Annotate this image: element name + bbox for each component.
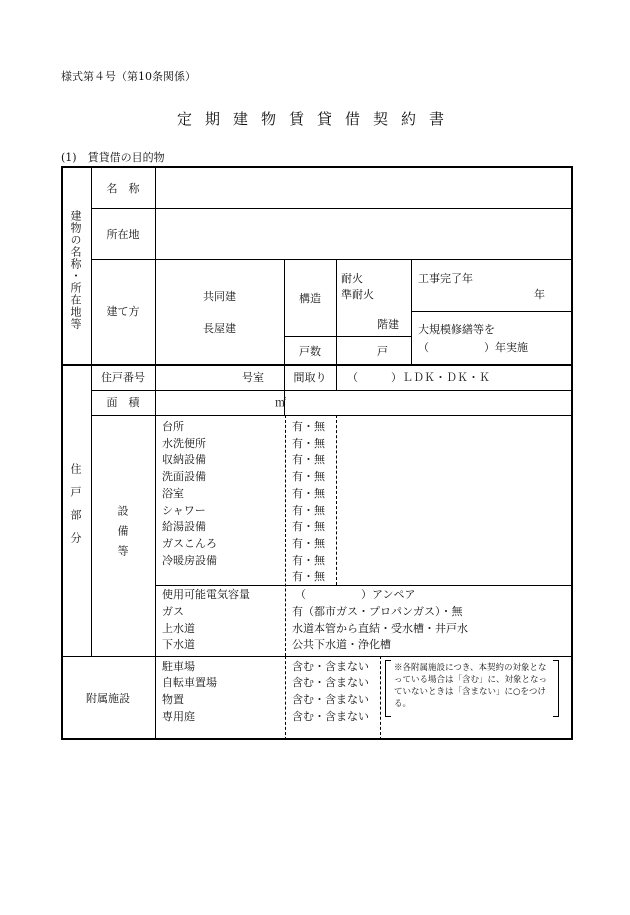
units-label: 戸数 <box>299 345 321 358</box>
structure-label: 構造 <box>299 292 321 305</box>
type-kyodo: 共同建 <box>203 290 236 303</box>
section-heading: (1) 賃貸借の目的物 <box>61 151 165 164</box>
rule <box>91 390 573 391</box>
equipment-name: 浴室 <box>162 487 184 500</box>
utility-value: （ ）アンペア <box>295 588 416 601</box>
utility-value: 有（都市ガス・プロパンガス）・無 <box>292 605 463 618</box>
utility-value: 公共下水道・浄化槽 <box>292 638 391 651</box>
equipment-name: 給湯設備 <box>162 520 206 533</box>
equipment-value: 有・無 <box>292 520 325 533</box>
equipment-name: 水洗便所 <box>162 437 206 450</box>
annex-note: ※各附属施設につき、本契約の対象となっている場合は「含む」に、対象となっていないときは「含まない」に○をつける。 <box>394 663 548 709</box>
equipment-label: 設備等 <box>116 505 129 565</box>
renovation-value: （ ）年実施 <box>418 341 528 354</box>
rule <box>61 656 573 657</box>
fire-resistant: 耐火 <box>341 272 363 285</box>
equipment-name: 洗面設備 <box>162 470 206 483</box>
annex-item-name: 物置 <box>162 693 184 706</box>
rule <box>336 259 337 390</box>
layout-label: 間取り <box>293 371 327 384</box>
annex-item-name: 専用庭 <box>162 710 195 723</box>
equipment-name: シャワー <box>162 504 206 517</box>
equipment-value: 有・無 <box>292 537 325 550</box>
equipment-value: 有・無 <box>292 470 325 483</box>
annex-item-value: 含む・含まない <box>292 693 369 706</box>
dashed-rule <box>285 415 286 656</box>
rule <box>284 336 412 337</box>
annex-item-value: 含む・含まない <box>292 660 369 673</box>
utility-value: 水道本管から直結・受水槽・井戸水 <box>292 622 468 635</box>
rule <box>155 585 573 586</box>
completion-label: 工事完了年 <box>418 272 473 285</box>
rule <box>155 166 156 740</box>
rule <box>91 415 573 416</box>
location-label: 所在地 <box>106 228 140 241</box>
year-suffix: 年 <box>534 288 545 301</box>
floors-label: 階建 <box>377 318 399 331</box>
utility-name: 上水道 <box>162 622 195 635</box>
equipment-name: 台所 <box>162 420 184 433</box>
utility-name: 下水道 <box>162 638 195 651</box>
utility-name: ガス <box>162 605 184 618</box>
dashed-rule <box>336 415 337 585</box>
units-suffix: 戸 <box>377 345 388 358</box>
name-label: 名 称 <box>106 182 140 195</box>
equipment-value: 有・無 <box>292 437 325 450</box>
equipment-name: 収納設備 <box>162 453 206 466</box>
annex-item-value: 含む・含まない <box>292 710 369 723</box>
equipment-value: 有・無 <box>292 420 325 433</box>
equipment-name: 冷暖房設備 <box>162 554 217 567</box>
type-nagaya: 長屋建 <box>203 322 236 335</box>
rule <box>91 208 573 209</box>
room-suffix: 号室 <box>242 371 264 384</box>
equipment-value: 有・無 <box>292 554 325 567</box>
dashed-rule <box>285 656 286 740</box>
semi-fire-resistant: 準耐火 <box>341 288 374 301</box>
equipment-value: 有・無 <box>292 504 325 517</box>
rule <box>284 259 285 415</box>
rule <box>61 364 573 366</box>
page-title: 定期建物賃貸借契約書 <box>176 110 457 128</box>
utility-name: 使用可能電気容量 <box>162 588 250 601</box>
build-type-label: 建て方 <box>106 305 140 318</box>
rule <box>411 311 573 312</box>
equipment-name: ガスこんろ <box>162 537 217 550</box>
renovation-label: 大規模修繕等を <box>418 323 495 336</box>
equipment-value: 有・無 <box>292 487 325 500</box>
annex-item-value: 含む・含まない <box>292 676 369 689</box>
building-side-label: 建物の名称・所在地等 <box>69 210 82 330</box>
annex-item-name: 駐車場 <box>162 660 195 673</box>
rule <box>411 259 412 364</box>
area-unit: ㎡ <box>275 396 286 409</box>
area-label: 面 積 <box>106 396 140 409</box>
note-bracket-left <box>385 660 391 717</box>
form-number: 様式第４号（第10条関係） <box>61 70 196 83</box>
equipment-value: 有・無 <box>292 453 325 466</box>
rule <box>91 259 573 260</box>
layout-value: （ ）ＬＤＫ・ＤＫ・Ｋ <box>347 371 490 384</box>
annex-item-name: 自転車置場 <box>162 676 217 689</box>
equipment-value: 有・無 <box>292 570 325 583</box>
unit-side-label: 住戸部分 <box>69 463 82 555</box>
dashed-rule <box>380 656 381 740</box>
unit-number-label: 住戸番号 <box>101 371 145 384</box>
annex-label: 附属施設 <box>86 692 130 705</box>
